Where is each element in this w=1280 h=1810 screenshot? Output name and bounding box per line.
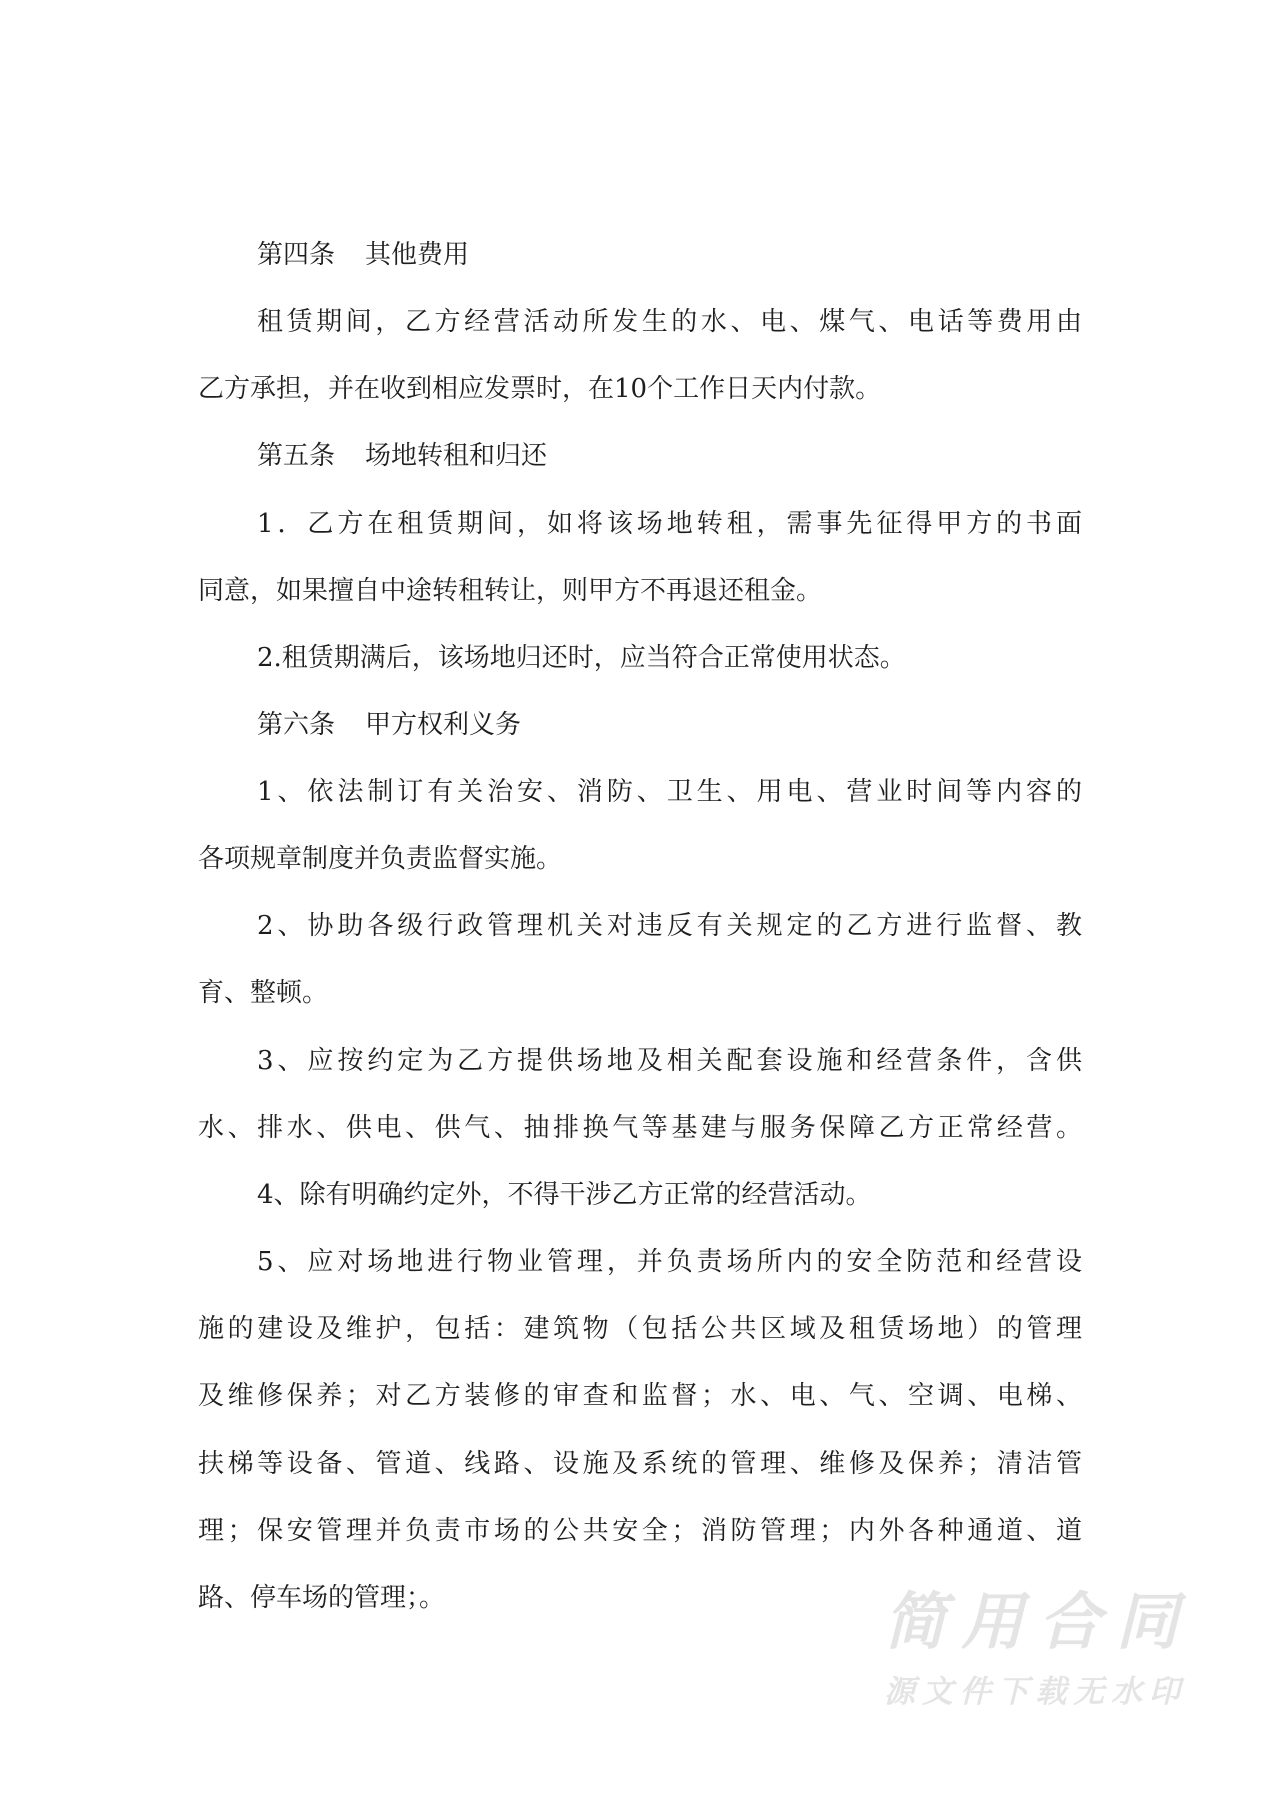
paragraph-line: 及维修保养；对乙方装修的审查和监督；水、电、气、空调、电梯、 <box>198 1381 1082 1411</box>
paragraph-line: 理；保安管理并负责市场的公共安全；消防管理；内外各种通道、道 <box>198 1516 1082 1546</box>
paragraph-line: 4、除有明确约定外，不得干涉乙方正常的经营活动。 <box>257 1180 872 1210</box>
paragraph-line: 施的建设及维护，包括：建筑物（包括公共区域及租赁场地）的管理 <box>198 1314 1082 1344</box>
paragraph-line: 租赁期间，乙方经营活动所发生的水、电、煤气、电话等费用由 <box>257 307 1082 337</box>
paragraph-line: 1．乙方在租赁期间，如将该场地转租，需事先征得甲方的书面 <box>257 509 1082 539</box>
article-5-heading <box>257 436 1082 476</box>
article-number: 第五条 <box>257 441 336 471</box>
article-title: 场地转租和归还 <box>365 441 548 471</box>
paragraph-line: 3、应按约定为乙方提供场地及相关配套设施和经营条件，含供 <box>257 1046 1082 1076</box>
article-4-heading <box>257 235 1082 275</box>
watermark-title: 简用合同 <box>884 1585 1180 1658</box>
paragraph-line: 水、排水、供电、供气、抽排换气等基建与服务保障乙方正常经营。 <box>198 1113 1082 1143</box>
paragraph-line: 5、应对场地进行物业管理，并负责场所内的安全防范和经营设 <box>257 1247 1082 1277</box>
article-number: 第四条 <box>257 240 336 270</box>
paragraph-line: 路、停车场的管理；。 <box>198 1583 446 1613</box>
watermark-subtitle: 源文件下载无水印 <box>884 1674 1180 1710</box>
paragraph-line: 同意，如果擅自中途转租转让，则甲方不再退还租金。 <box>198 576 823 606</box>
paragraph-line: 育、整顿。 <box>198 978 329 1008</box>
paragraph-line: 扶梯等设备、管道、线路、设施及系统的管理、维修及保养；清洁管 <box>198 1449 1082 1479</box>
paragraph-line: 乙方承担，并在收到相应发票时，在10个工作日天内付款。 <box>198 374 882 404</box>
article-number: 第六条 <box>257 710 336 740</box>
paragraph-line: 2.租赁期满后，该场地归还时，应当符合正常使用状态。 <box>257 643 906 673</box>
paragraph-line: 1、依法制订有关治安、消防、卫生、用电、营业时间等内容的 <box>257 777 1082 807</box>
article-title: 其他费用 <box>365 240 470 270</box>
paragraph-line: 各项规章制度并负责监督实施。 <box>198 844 563 874</box>
paragraph-line: 2、协助各级行政管理机关对违反有关规定的乙方进行监督、教 <box>257 911 1082 941</box>
article-6-heading <box>257 705 1082 745</box>
article-title: 甲方权利义务 <box>365 710 522 740</box>
